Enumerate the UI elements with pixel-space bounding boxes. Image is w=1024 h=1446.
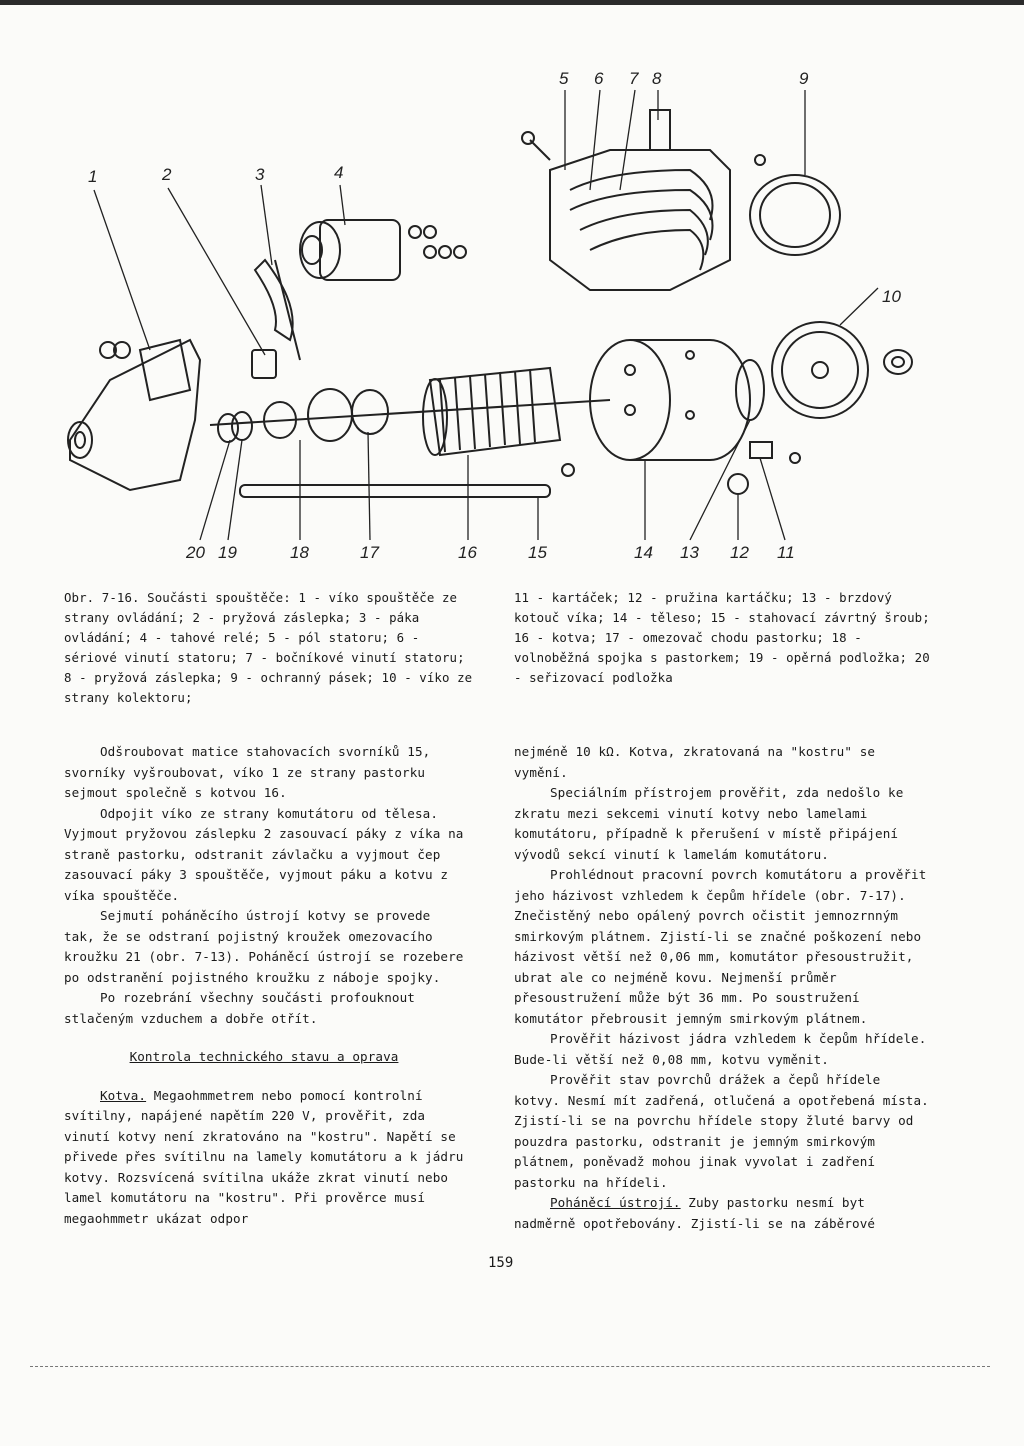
paragraph: [64, 1086, 464, 1230]
callout-4: 4: [334, 163, 344, 182]
starter-drawing: [50, 60, 950, 580]
callout-1: 1: [88, 167, 98, 186]
paragraph: Po rozebrání všechny součásti profouknout stlačeným vzduchem a dobře otřít.: [64, 990, 415, 1026]
paragraph: nejméně 10 kΩ. Kotva, zkratovaná na "kostru" se vymění.: [514, 744, 876, 780]
paragraph: [514, 1193, 934, 1234]
callout-8: 8: [652, 69, 662, 88]
callout-2: 2: [162, 165, 172, 184]
commutator-cover-part: [772, 322, 912, 418]
paragraph: Sejmutí poháněcího ústrojí kotvy se provede tak, že se odstraní pojistný kroužek omezovacího kroužku 21 (obr. 7-13). Poháněcí ústrojí se rozebere po odstranění pojistného kroužku z náboje spojky.: [64, 908, 464, 985]
paragraph-text: Megaohmmetrem nebo pomocí kontrolní svítilny, napájené napětím 220 V, prověřit, zda vinutí kotvy není zkratováno na "kostru". Napětí se přivede přes svítilnu na lamely komutátoru a k jádru kotvy. Rozsvícená svítilna ukáže zkrat vinutí nebo lamel komutátoru na "kostru". Při prověrce musí megaohmmetr ukázat odpor: [64, 1087, 464, 1226]
housing-part: [590, 340, 764, 460]
callout-11: 11: [777, 543, 795, 562]
figure-caption-right: 11 - kartáček; 12 - pružina kartáčku; 13 - brzdový kotouč víka; 14 - těleso; 15 - stahovací závrtný šroub; 16 - kotva; 17 - omezovač chodu pastorku; 18 - volnoběžná spojka s pastorkem; 19 - opěrná podložka; 20 - seřizovací podložka: [514, 590, 930, 685]
paragraph-label: Kotva.: [100, 1087, 147, 1103]
callout-13: 13: [680, 543, 699, 562]
left-text-column: [64, 742, 464, 1229]
page-number: 159: [488, 1255, 514, 1271]
callout-18: 18: [290, 543, 309, 562]
callout-15: 15: [528, 543, 547, 562]
leader-lines: [94, 90, 878, 540]
right-text-column: [514, 742, 934, 1234]
callout-16: 16: [458, 543, 477, 562]
scan-artifact-line: [30, 1366, 990, 1367]
paragraph-text: Zuby pastorku nesmí byt nadměrně opotřebovány. Zjistí-li se na záběrové: [514, 1195, 876, 1231]
paragraph-label: Poháněcí ústrojí.: [550, 1195, 681, 1210]
through-bolt-part: [240, 464, 574, 497]
stator-windings-part: [522, 110, 730, 290]
callout-3: 3: [255, 165, 265, 184]
paragraph: Odpojit víko ze strany komutátoru od tělesa. Vyjmout pryžovou záslepku 2 zasouvací páky z víka na straně pastorku, odstranit závlačku a vyjmout čep zasouvací páky 3 spouštěče, vyjmout páku a kotvu z víka spouštěče.: [64, 805, 464, 903]
callout-12: 12: [730, 543, 749, 562]
armature-part: [210, 368, 610, 455]
figure-caption-left: Obr. 7-16. Součásti spouštěče: 1 - víko spouštěče ze strany ovládání; 2 - pryžová záslepka; 3 - páka ovládání; 4 - tahové relé; 5 - pól statoru; 6 - sériové vinutí statoru; 7 - bočníkové vinutí statoru; 8 - pryžová záslepka; 9 - ochranný pásek; 10 - víko ze strany kolektoru;: [64, 590, 473, 705]
solenoid-relay-part: [300, 220, 466, 280]
paragraph: Speciálním přístrojem prověřit, zda nedošlo ke zkratu mezi sekcemi vinutí kotvy nebo lamelami komutátoru, případně k přerušení v místě připájení vývodů sekcí vinutí k lamelám komutátoru.: [514, 785, 904, 862]
exploded-starter-diagram: [50, 60, 950, 580]
brush-spring-part: [728, 442, 800, 494]
scan-edge: [0, 0, 1024, 5]
paragraph: Odšroubovat matice stahovacích svorníků 15, svorníky vyšroubovat, víko 1 ze strany pastorku sejmout společně s kotvou 16.: [64, 744, 431, 800]
section-heading: Kontrola technického stavu a oprava: [129, 1049, 399, 1064]
paragraph: Prověřit stav povrchů drážek a čepů hřídele kotvy. Nesmí mít zadřená, otlučená a opotřebená místa. Zjistí-li se na povrchu hřídele stopy žluté barvy od pouzdra pastorku, odstranit je jemným smirkovým plátnem, poněvadž mohou jinak vyvolat i zadření pastorku na hřídeli.: [514, 1072, 929, 1190]
callout-14: 14: [634, 543, 653, 562]
paragraph: Prohlédnout pracovní povrch komutátoru a prověřit jeho házivost vzhledem k čepům hřídele (obr. 7-17). Znečistěný nebo opálený povrch očistit jemnozrnným smirkovým plátnem. Zjistí-li se značné poškození nebo házivost větší než 0,06 mm, komutátor přesoustružit, ubrat ale co nejméně kovu. Nejmenší průměr přesoustružení může být 36 mm. Po soustružení komutátor přebrousit jemným smirkovým plátnem.: [514, 867, 927, 1026]
callout-9: 9: [799, 69, 809, 88]
callout-10: 10: [882, 287, 901, 306]
callout-5: 5: [559, 69, 569, 88]
callout-19: 19: [218, 543, 237, 562]
callout-6: 6: [594, 69, 604, 88]
callout-17: 17: [360, 543, 379, 562]
callout-20: 20: [186, 543, 205, 562]
protective-band-part: [750, 155, 840, 255]
front-cover-part: [68, 340, 200, 490]
lever-part: [252, 260, 300, 378]
callout-7: 7: [629, 69, 639, 88]
paragraph: Prověřit házivost jádra vzhledem k čepům hřídele. Bude-li větší než 0,08 mm, kotvu vyměnit.: [514, 1031, 927, 1067]
